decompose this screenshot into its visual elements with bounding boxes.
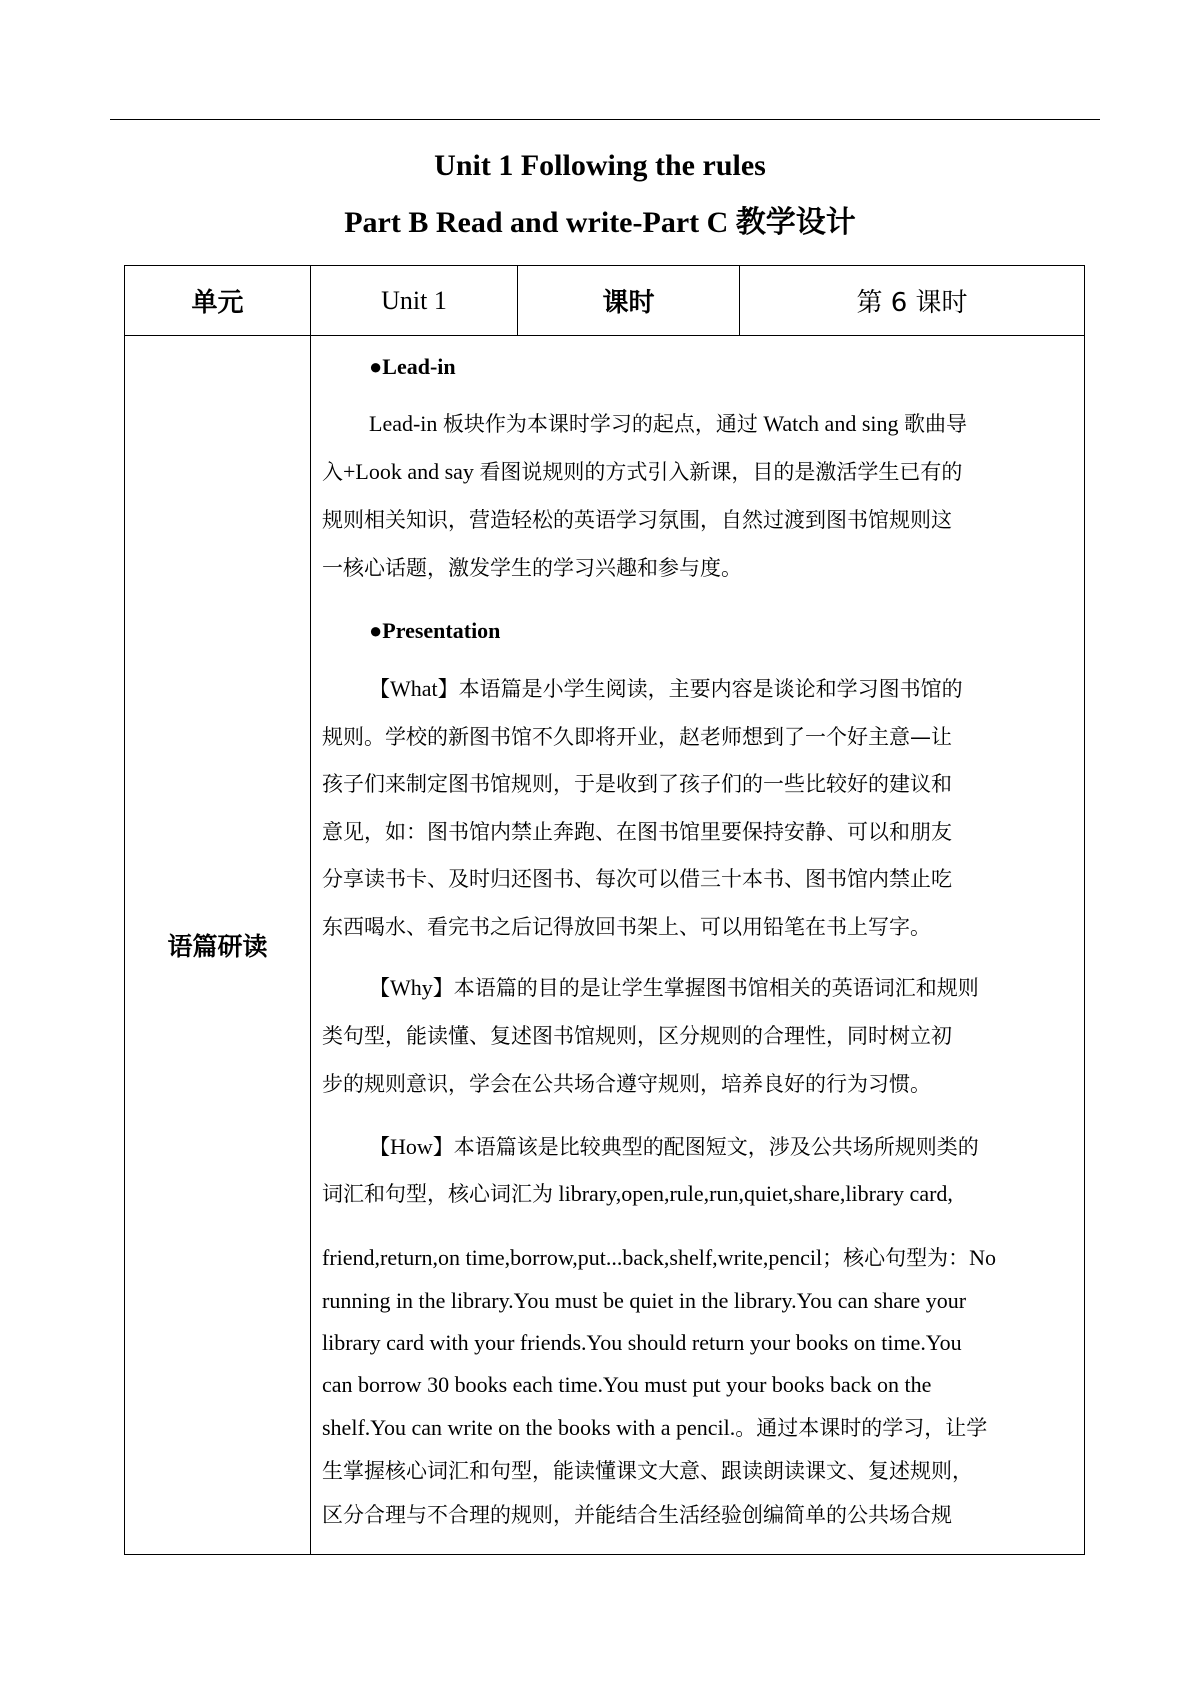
what-paragraph-line: 东西喝水、看完书之后记得放回书架上、可以用铅笔在书上写字。 — [322, 915, 931, 939]
how-paragraph-line: can borrow 30 books each time.You must put your books back on the — [322, 1372, 932, 1397]
leadin-paragraph-line: 规则相关知识，营造轻松的英语学习氛围，自然过渡到图书馆规则这 — [322, 508, 952, 532]
leadin-paragraph-line: 一核心话题，激发学生的学习兴趣和参与度。 — [322, 556, 742, 580]
presentation-heading: ●Presentation — [369, 618, 501, 643]
section-label-cell: 语篇研读 — [125, 336, 311, 1555]
how-paragraph-line: 【How】本语篇该是比较典型的配图短文，涉及公共场所规则类的 — [369, 1134, 979, 1159]
text-study-row — [125, 336, 1085, 1555]
title-line-2-cn: 教学设计 — [735, 205, 856, 240]
what-paragraph-line: 分享读书卡、及时归还图书、每次可以借三十本书、图书馆内禁止吃 — [322, 867, 952, 891]
lesson-label-cell: 课时 — [518, 266, 740, 336]
how-paragraph-line: running in the library.You must be quiet in the library.You can share your — [322, 1288, 967, 1313]
lesson-value-cell: 第 6 课时 — [740, 266, 1085, 336]
how-paragraph-line: 区分合理与不合理的规则，并能结合生活经验创编简单的公共场合规 — [322, 1503, 952, 1527]
leadin-paragraph-line: Lead-in 板块作为本课时学习的起点，通过 Watch and sing 歌曲导 — [369, 411, 967, 436]
leadin-heading: ●Lead-in — [369, 354, 456, 379]
title-line-2 — [0, 203, 1200, 243]
unit-value-cell: Unit 1 — [311, 266, 518, 336]
header-rule — [110, 119, 1100, 120]
how-paragraph-line: library card with your friends.You should return your books on time.You — [322, 1330, 962, 1355]
unit-label-cell: 单元 — [125, 266, 311, 336]
why-paragraph-line: 步的规则意识，学会在公共场合遵守规则，培养良好的行为习惯。 — [322, 1072, 931, 1096]
how-paragraph-line: friend,return,on time,borrow,put...back,shelf,write,pencil；核心句型为：No — [322, 1245, 997, 1270]
lesson-plan-table — [124, 265, 1085, 1555]
what-paragraph-line: 【What】本语篇是小学生阅读，主要内容是谈论和学习图书馆的 — [369, 676, 963, 701]
why-paragraph-line: 【Why】本语篇的目的是让学生掌握图书馆相关的英语词汇和规则 — [369, 975, 979, 1000]
what-paragraph-line: 规则。学校的新图书馆不久即将开业，赵老师想到了一个好主意—让 — [322, 725, 952, 749]
why-paragraph-line: 类句型，能读懂、复述图书馆规则，区分规则的合理性，同时树立初 — [322, 1024, 952, 1048]
how-paragraph-line: 词汇和句型，核心词汇为 library,open,rule,run,quiet,share,library card, — [322, 1181, 953, 1206]
table-header-row — [125, 266, 1085, 336]
what-paragraph-line: 孩子们来制定图书馆规则，于是收到了孩子们的一些比较好的建议和 — [322, 772, 952, 796]
how-paragraph-line: shelf.You can write on the books with a pencil.。通过本课时的学习，让学 — [322, 1415, 988, 1440]
what-paragraph-line: 意见，如：图书馆内禁止奔跑、在图书馆里要保持安静、可以和朋友 — [322, 820, 952, 844]
text-study-content-cell — [311, 336, 1085, 1555]
title-line-1: Unit 1 Following the rules — [434, 149, 766, 182]
how-paragraph-line: 生掌握核心词汇和句型，能读懂课文大意、跟读朗读课文、复述规则， — [322, 1459, 973, 1483]
title-line-2-en: Part B Read and write-Part C — [344, 206, 736, 239]
leadin-paragraph-line: 入+Look and say 看图说规则的方式引入新课，目的是激活学生已有的 — [322, 459, 963, 484]
